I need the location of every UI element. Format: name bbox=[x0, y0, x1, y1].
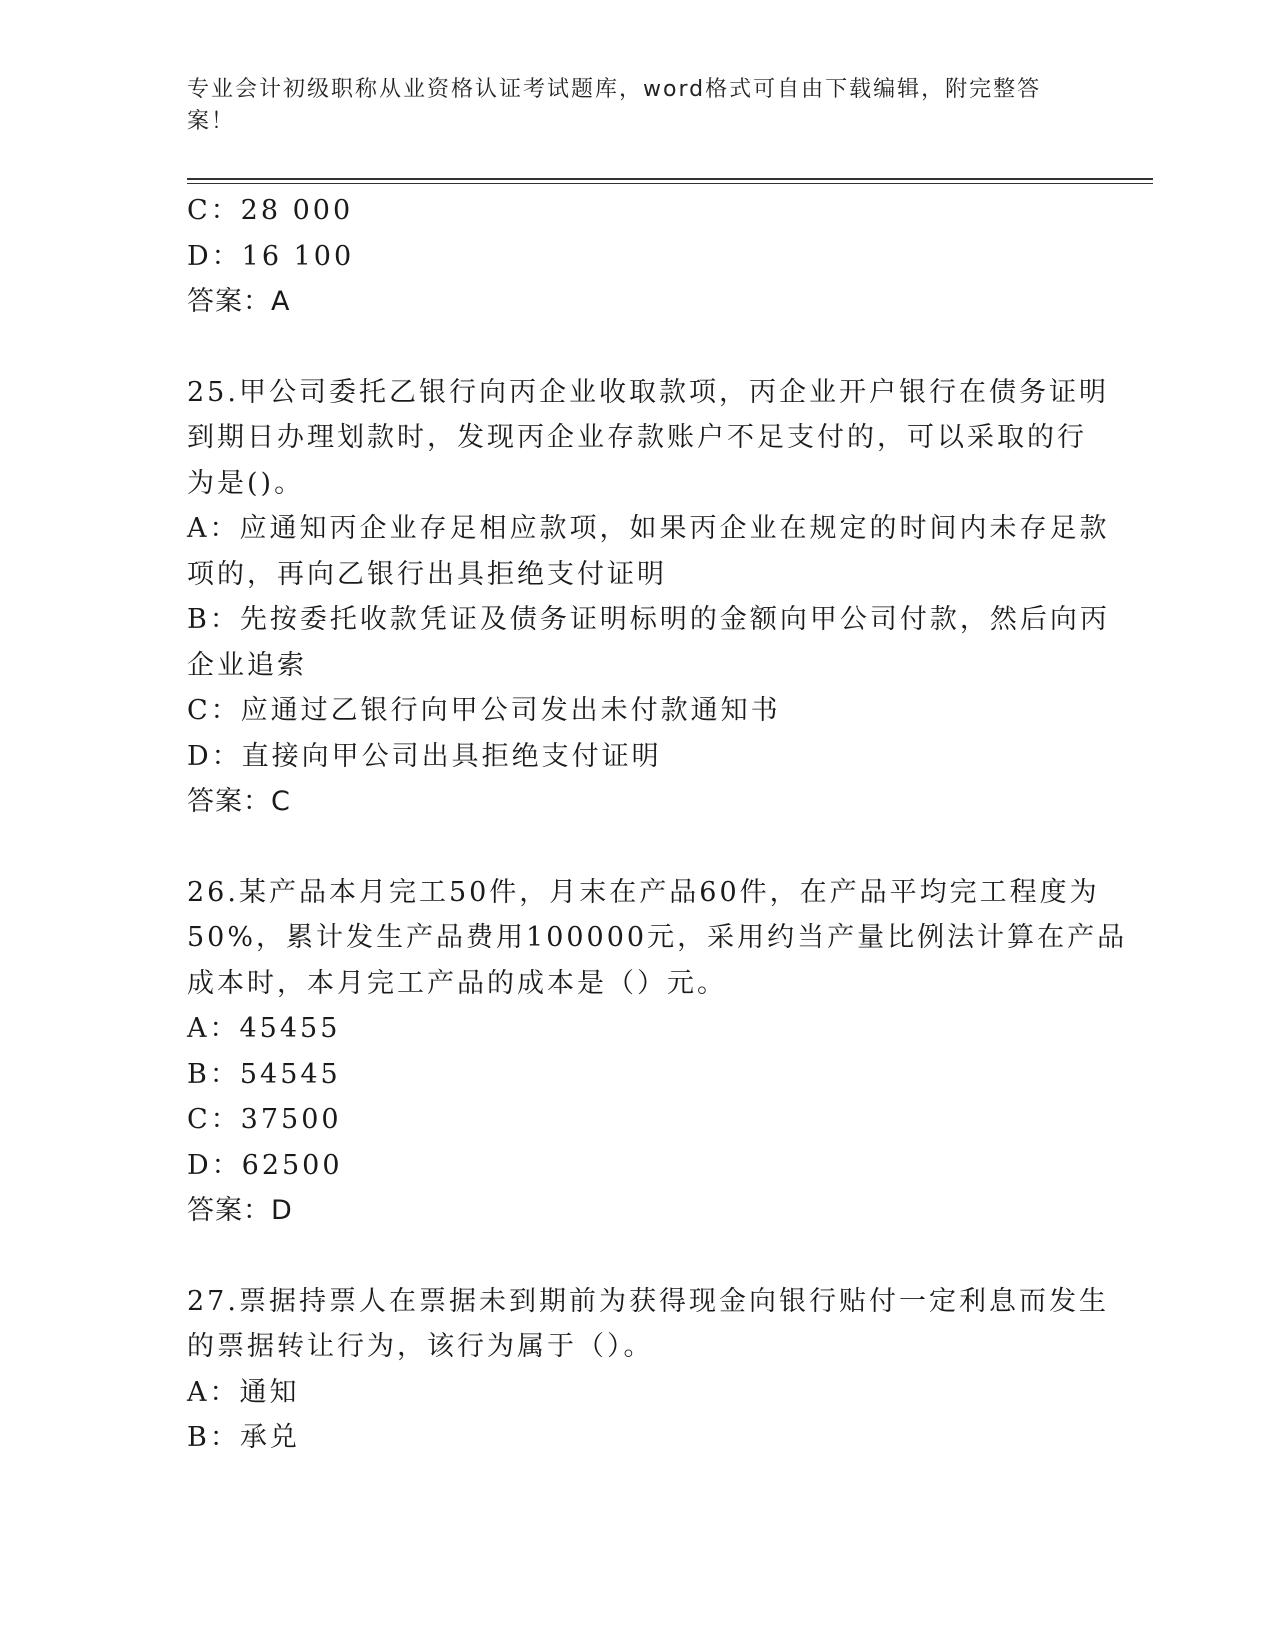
spacer bbox=[187, 325, 1087, 370]
header-divider-thin bbox=[187, 183, 1153, 184]
header-divider bbox=[187, 178, 1153, 180]
option-a: A：45455 bbox=[187, 1013, 341, 1044]
question-text-line: 27.票据持票人在票据未到期前为获得现金向银行贴付一定利息而发生 bbox=[187, 1285, 1109, 1317]
question-text-line: 成本时，本月完工产品的成本是（）元。 bbox=[187, 967, 727, 999]
option-a-cont: 项的，再向乙银行出具拒绝支付证明 bbox=[187, 558, 667, 590]
option-b: B：承兑 bbox=[187, 1422, 300, 1453]
spacer bbox=[187, 1234, 1087, 1279]
option-c: C：28 000 bbox=[187, 195, 354, 226]
question-26 bbox=[187, 870, 1128, 1234]
option-b: B：54545 bbox=[187, 1058, 341, 1090]
prev-question bbox=[187, 188, 1087, 325]
question-text-line: 50%，累计发生产品费用100000元，采用约当产量比例法计算在产品 bbox=[187, 922, 1128, 953]
question-27 bbox=[187, 1279, 1109, 1461]
question-text-line: 的票据转让行为，该行为属于（）。 bbox=[187, 1331, 654, 1362]
option-b-cont: 企业追索 bbox=[187, 649, 307, 681]
header-line-1: 专业会计初级职称从业资格认证考试题库，word格式可自由下载编辑，附完整答 bbox=[187, 77, 1042, 102]
page-header bbox=[187, 74, 1067, 138]
question-text-line: 26.某产品本月完工50件，月末在产品60件，在产品平均完工程度为 bbox=[187, 876, 1100, 908]
question-25 bbox=[187, 370, 1110, 825]
option-d: D：16 100 bbox=[187, 240, 355, 272]
option-a: A：应通知丙企业存足相应款项，如果丙企业在规定的时间内未存足款 bbox=[187, 513, 1110, 544]
question-text-line: 到期日办理划款时，发现丙企业存款账户不足支付的，可以采取的行 bbox=[187, 422, 1087, 453]
answer-line: 答案：A bbox=[187, 286, 291, 317]
option-d: D：直接向甲公司出具拒绝支付证明 bbox=[187, 740, 662, 772]
spacer bbox=[187, 825, 1087, 870]
option-a: A：通知 bbox=[187, 1376, 300, 1408]
option-d: D：62500 bbox=[187, 1149, 343, 1181]
question-content bbox=[187, 188, 1128, 1461]
answer-line: 答案：D bbox=[187, 1195, 293, 1226]
option-b: B：先按委托收款凭证及债务证明标明的金额向甲公司付款，然后向丙 bbox=[187, 604, 1110, 635]
question-text-line: 25.甲公司委托乙银行向丙企业收取款项，丙企业开户银行在债务证明 bbox=[187, 376, 1109, 408]
question-text-line: 为是()。 bbox=[187, 467, 305, 499]
option-c: C：37500 bbox=[187, 1104, 342, 1135]
option-c: C：应通过乙银行向甲公司发出未付款通知书 bbox=[187, 695, 781, 726]
answer-line: 答案：C bbox=[187, 786, 291, 817]
header-line-2: 案！ bbox=[187, 109, 236, 134]
